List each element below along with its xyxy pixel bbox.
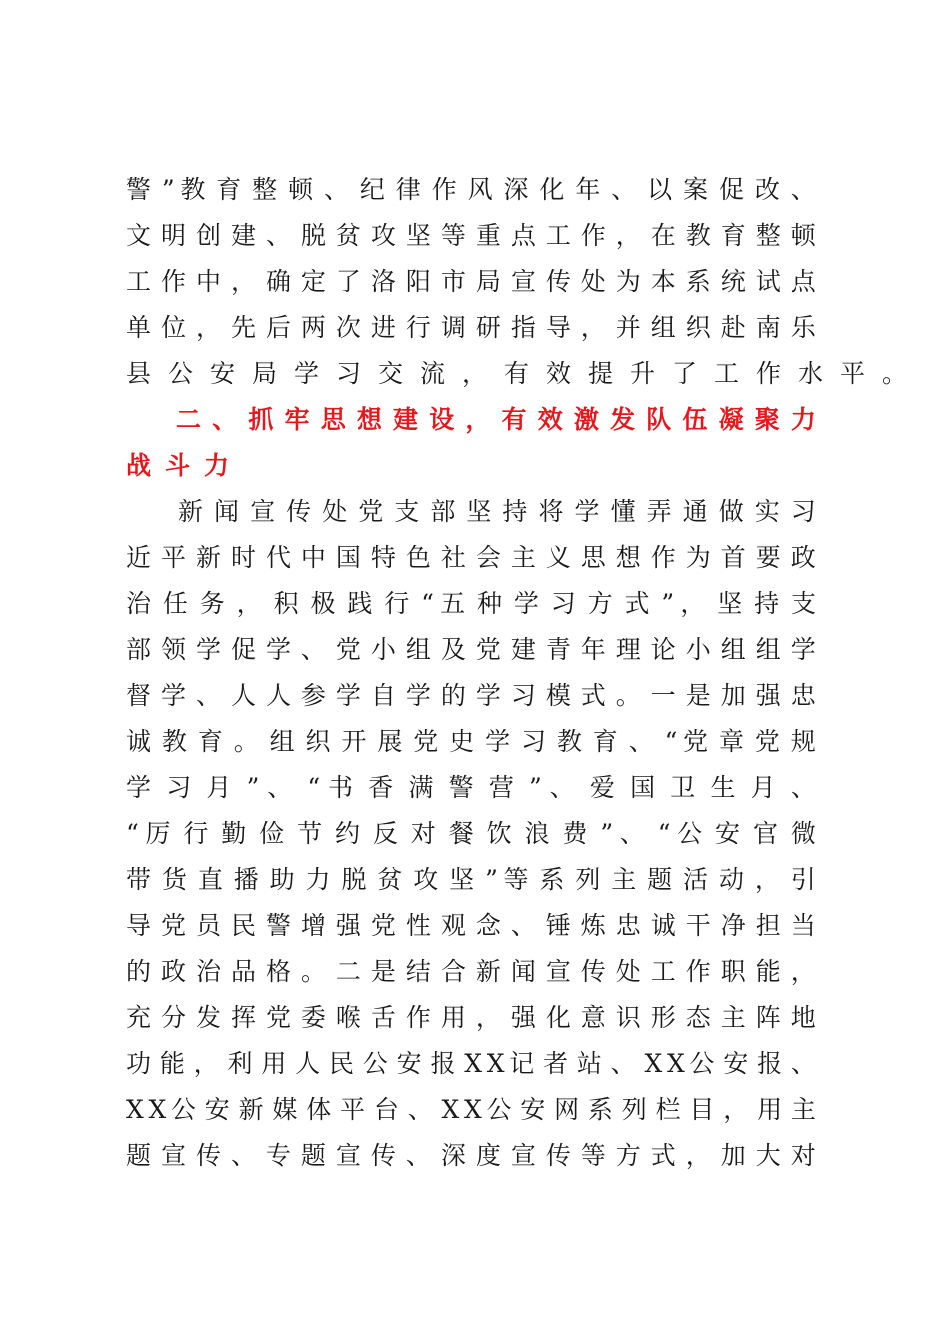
body-text-line: 导 党 员 民 警 增 强 党 性 观 念 、 锤 炼 忠 诚 干 净 担 当 [126,911,816,940]
body-text-line: 单 位 ， 先 后 两 次 进 行 调 研 指 导 ， 并 组 织 赴 南 乐 [126,313,816,342]
body-text-line: 督 学 、 人 人 参 学 自 学 的 学 习 模 式 。 一 是 加 强 忠 [126,681,816,710]
section-heading: 战斗力 [126,451,244,480]
body-text-line: 诚 教 育 。 组 织 开 展 党 史 学 习 教 育 、 “ 党 章 党 规 [126,727,816,756]
body-text-line: 文 明 创 建 、 脱 贫 攻 坚 等 重 点 工 作 ， 在 教 育 整 顿 [126,221,816,250]
body-text-line: 学 习 月 ” 、 “ 书 香 满 警 营 ” 、 爱 国 卫 生 月 、 [126,773,816,802]
body-text-line: 充 分 发 挥 党 委 喉 舌 作 用 ， 强 化 意 识 形 态 主 阵 地 [126,1003,816,1032]
body-text-line: 新 闻 宣 传 处 党 支 部 坚 持 将 学 懂 弄 通 做 实 习 [178,497,816,526]
body-text-line: 功 能 ， 利 用 人 民 公 安 报 X X 记 者 站 、 X X 公 安 报 、 [126,1049,816,1078]
body-text-line: 题 宣 传 、 专 题 宣 传 、 深 度 宣 传 等 方 式 ， 加 大 对 [126,1141,816,1170]
body-text-line: 县公安局学习交流，有效提升了工作水平。 [126,359,925,388]
body-text-line: 的 政 治 品 格 。 二 是 结 合 新 闻 宣 传 处 工 作 职 能 ， [126,957,816,986]
section-heading: 二 、 抓 牢 思 想 建 设 ， 有 效 激 发 队 伍 凝 聚 力 [176,405,816,434]
body-text-line: X X 公 安 新 媒 体 平 台 、 X X 公 安 网 系 列 栏 目 ， 用 主 [126,1095,816,1124]
body-text-line: 工 作 中 ， 确 定 了 洛 阳 市 局 宣 传 处 为 本 系 统 试 点 [126,267,816,296]
body-text-line: 部 领 学 促 学 、 党 小 组 及 党 建 青 年 理 论 小 组 组 学 [126,635,816,664]
body-text-line: 近 平 新 时 代 中 国 特 色 社 会 主 义 思 想 作 为 首 要 政 [126,543,816,572]
body-text-line: 带 货 直 播 助 力 脱 贫 攻 坚 ” 等 系 列 主 题 活 动 ， 引 [126,865,816,894]
body-text-line: 治 任 务 ， 积 极 践 行 “ 五 种 学 习 方 式 ” ， 坚 持 支 [126,589,817,618]
body-text-line: 警 ” 教 育 整 顿 、 纪 律 作 风 深 化 年 、 以 案 促 改 、 [126,175,816,204]
body-text-line: “ 厉 行 勤 俭 节 约 反 对 餐 饮 浪 费 ” 、 “ 公 安 官 微 [126,819,816,848]
